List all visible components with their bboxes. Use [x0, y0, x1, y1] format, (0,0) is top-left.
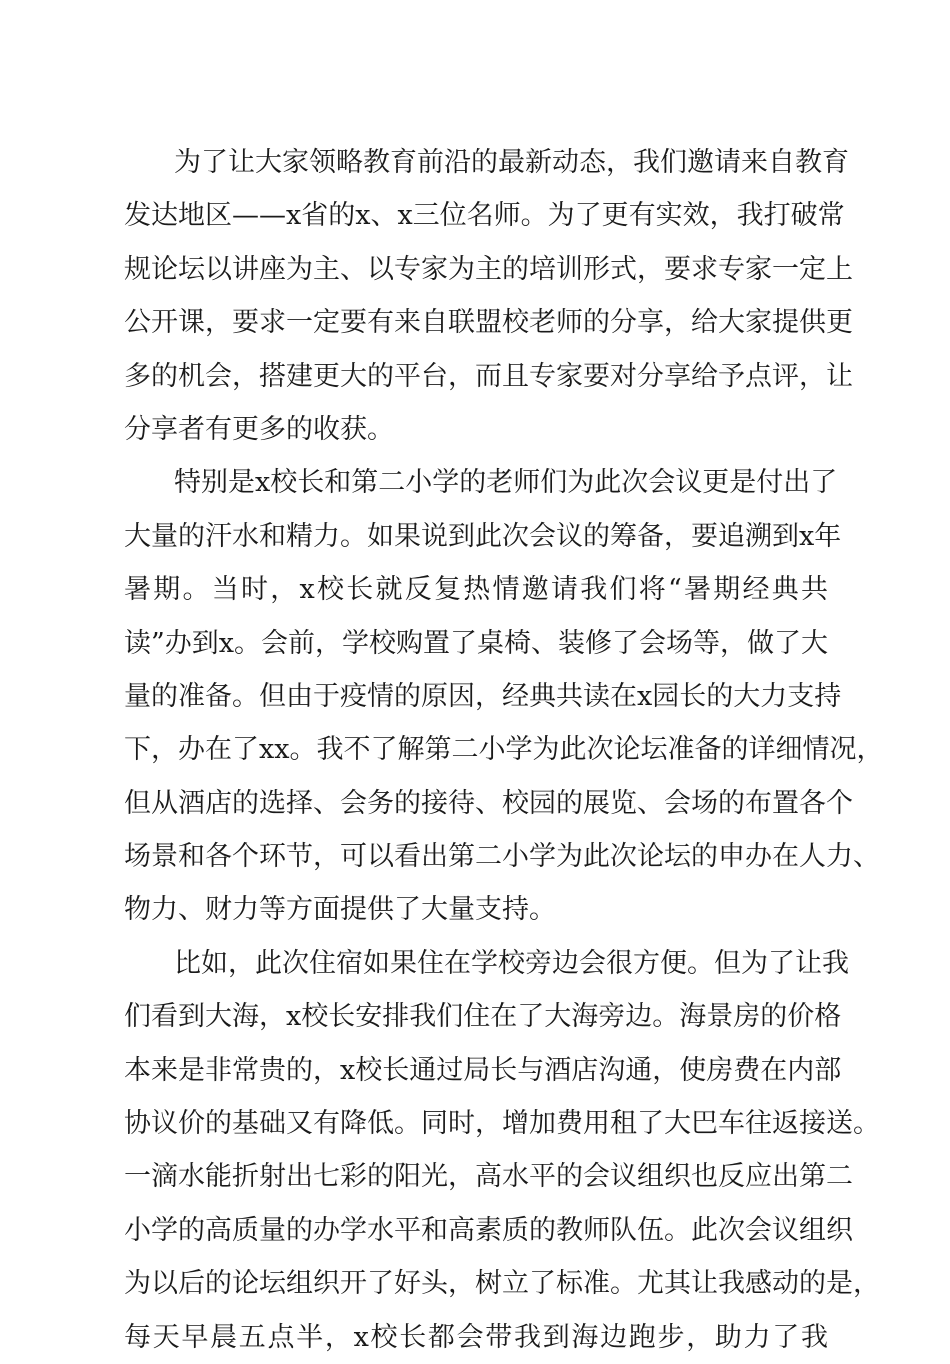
paragraph-line: 暑期。当时，x校长就反复热情邀请我们将“暑期经典共 [124, 574, 828, 606]
paragraph-line: 协议价的基础又有降低。同时，增加费用租了大巴车往返接送。 [124, 1108, 880, 1140]
paragraph-line: 规论坛以讲座为主、以专家为主的培训形式，要求专家一定上 [124, 253, 853, 285]
paragraph-line: 下，办在了xx。我不了解第二小学为此次论坛准备的详细情况， [124, 734, 884, 766]
paragraph-line: 场景和各个环节，可以看出第二小学为此次论坛的申办在人力、 [124, 841, 880, 873]
paragraph-line: 一滴水能折射出七彩的阳光，高水平的会议组织也反应出第二 [124, 1161, 853, 1193]
paragraph-3 [124, 937, 880, 1364]
paragraph-line: 特别是x校长和第二小学的老师们为此次会议更是付出了 [174, 467, 838, 499]
paragraph-line: 本来是非常贵的，x校长通过局长与酒店沟通，使房费在内部 [124, 1054, 842, 1086]
paragraph-1 [124, 136, 853, 456]
paragraph-line: 多的机会，搭建更大的平台，而且专家要对分享给予点评，让 [124, 360, 853, 392]
paragraph-line: 为了让大家领略教育前沿的最新动态，我们邀请来自教育 [174, 147, 849, 178]
paragraph-line: 但从酒店的选择、会务的接待、校园的展览、会场的布置各个 [124, 787, 853, 819]
paragraph-line: 们看到大海，x校长安排我们住在了大海旁边。海景房的价格 [124, 1001, 842, 1033]
paragraph-line: 分享者有更多的收获。 [124, 413, 394, 445]
paragraph-line: 物力、财力等方面提供了大量支持。 [124, 894, 556, 926]
paragraph-line: 大量的汗水和精力。如果说到此次会议的筹备，要追溯到x年 [124, 520, 842, 552]
paragraph-line: 公开课，要求一定要有来自联盟校老师的分享，给大家提供更 [124, 307, 853, 339]
paragraph-line: 比如，此次住宿如果住在学校旁边会很方便。但为了让我 [174, 947, 849, 979]
paragraph-line: 为以后的论坛组织开了好头，树立了标准。尤其让我感动的是， [124, 1268, 880, 1300]
document-body [124, 136, 884, 1364]
paragraph-line: 量的准备。但由于疫情的原因，经典共读在x园长的大力支持 [124, 680, 842, 712]
paragraph-line: 读”办到x。会前，学校购置了桌椅、装修了会场等，做了大 [124, 627, 829, 659]
paragraph-line: 每天早晨五点半，x校长都会带我到海边跑步，助力了我 [124, 1321, 828, 1353]
paragraph-line: 发达地区——x省的x、x三位名师。为了更有实效，我打破常 [124, 200, 845, 232]
paragraph-2 [124, 456, 884, 937]
paragraph-line: 小学的高质量的办学水平和高素质的教师队伍。此次会议组织 [124, 1214, 853, 1246]
